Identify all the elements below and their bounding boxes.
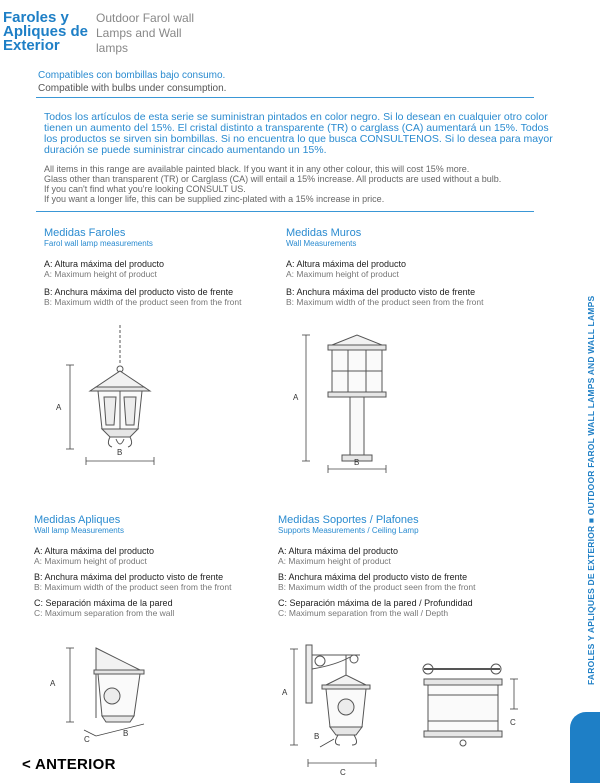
muro-lamp-drawing xyxy=(292,325,412,475)
section-faroles xyxy=(44,227,274,307)
measure-c-en: C: Maximum separation from the wall xyxy=(34,608,175,618)
measure-b-en: B: Maximum width of the product seen from the front xyxy=(278,582,476,592)
section-title: Medidas Muros xyxy=(286,227,362,239)
intro-line: If you can't find what you're looking CONSULT US. xyxy=(44,184,246,194)
measure-b-es: B: Anchura máxima del producto visto de frente xyxy=(286,287,476,297)
section-subtitle: Wall Measurements xyxy=(286,239,357,248)
intro-text-en xyxy=(44,164,556,204)
dimension-label-c: C xyxy=(340,768,346,777)
divider xyxy=(36,211,534,212)
measure-a-es: A: Altura máxima del producto xyxy=(34,546,155,556)
aplique-lamp-drawing xyxy=(40,640,170,750)
section-subtitle: Wall lamp Measurements xyxy=(34,526,124,535)
dimension-label-b: B xyxy=(354,458,360,467)
measure-b-en: B: Maximum width of the product seen from the front xyxy=(34,582,232,592)
measure-a-es: A: Altura máxima del producto xyxy=(278,546,399,556)
measure-c-es: C: Separación máxima de la pared xyxy=(34,598,173,608)
dimension-label-b: B xyxy=(314,732,320,741)
section-subtitle: Supports Measurements / Ceiling Lamp xyxy=(278,526,419,535)
compat-note-en: Compatible with bulbs under consumption. xyxy=(38,83,227,94)
section-soportes xyxy=(278,514,548,618)
dimension-label-a: A xyxy=(293,393,299,402)
sidebar-tab xyxy=(570,712,600,783)
measure-a-es: A: Altura máxima del producto xyxy=(286,259,407,269)
plafon-lamp-drawing xyxy=(410,655,530,755)
measure-c-es: C: Separación máxima de la pared / Profundidad xyxy=(278,598,473,608)
intro-line: Glass other than transparent (TR) or Carglass (CA) will entail a 15% increase. All products are used without a bulb. xyxy=(44,174,502,184)
measure-c-en: C: Maximum separation from the wall / Depth xyxy=(278,608,449,618)
dimension-label-b: B xyxy=(117,448,123,457)
section-title: Medidas Faroles xyxy=(44,227,126,239)
section-title: Medidas Apliques xyxy=(34,514,121,526)
dimension-label-c: C xyxy=(510,718,516,727)
soporte-lamp-drawing xyxy=(280,635,400,780)
dimension-label-a: A xyxy=(56,403,62,412)
measure-b-es: B: Anchura máxima del producto visto de frente xyxy=(278,572,468,582)
measure-b-en: B: Maximum width of the product seen from the front xyxy=(286,297,484,307)
section-muros xyxy=(286,227,556,307)
intro-text-es: Todos los artículos de esta serie se suministran pintados en color negro. Si lo desean en cualquier otro color tienen un aumento del 15%. El cristal distinto a transparente (TR) o carglass (CA) aumentará un 15%. Todos los productos se sirven sin bombillas. Si no encuentra lo que busca CONSULTENOS. Si lo desea para mayor duración se puede suministrar cincado aumentando un 15%. xyxy=(44,111,553,156)
intro-line: All items in this range are available painted black. If you want it in any other colour, this will cost 15% more. xyxy=(44,164,470,174)
measure-a-en: A: Maximum height of product xyxy=(278,556,391,566)
page-title: Faroles y Apliques de Exterior xyxy=(3,9,89,54)
dimension-label-c: C xyxy=(84,735,90,744)
page-subtitle: Outdoor Farol wall Lamps and Wall lamps xyxy=(96,11,195,55)
section-title: Medidas Soportes / Plafones xyxy=(278,514,419,526)
compat-note-es: Compatibles con bombillas bajo consumo. xyxy=(38,70,226,81)
measure-b-es: B: Anchura máxima del producto visto de frente xyxy=(34,572,224,582)
dimension-label-a: A xyxy=(50,679,56,688)
dimension-label-b: B xyxy=(123,729,129,738)
intro-line: If you want a longer life, this can be supplied zinc-plated with a 15% increase in price. xyxy=(44,194,385,204)
measure-a-en: A: Maximum height of product xyxy=(286,269,399,279)
sidebar-vertical-title: FAROLES Y APLIQUES DE EXTERIOR ■ OUTDOOR FAROL WALL LAMPS AND WALL LAMPS xyxy=(586,295,596,685)
measure-a-en: A: Maximum height of product xyxy=(34,556,147,566)
farol-lantern-drawing xyxy=(50,325,180,475)
measure-b-en: B: Maximum width of the product seen from the front xyxy=(44,297,242,307)
dimension-label-a: A xyxy=(282,688,288,697)
measure-a-es: A: Altura máxima del producto xyxy=(44,259,165,269)
measure-b-es: B: Anchura máxima del producto visto de frente xyxy=(44,287,234,297)
measure-a-en: A: Maximum height of product xyxy=(44,269,157,279)
section-apliques xyxy=(34,514,270,618)
divider xyxy=(36,97,534,98)
previous-page-link[interactable]: < ANTERIOR xyxy=(22,756,116,773)
section-subtitle: Farol wall lamp measurements xyxy=(44,239,153,248)
